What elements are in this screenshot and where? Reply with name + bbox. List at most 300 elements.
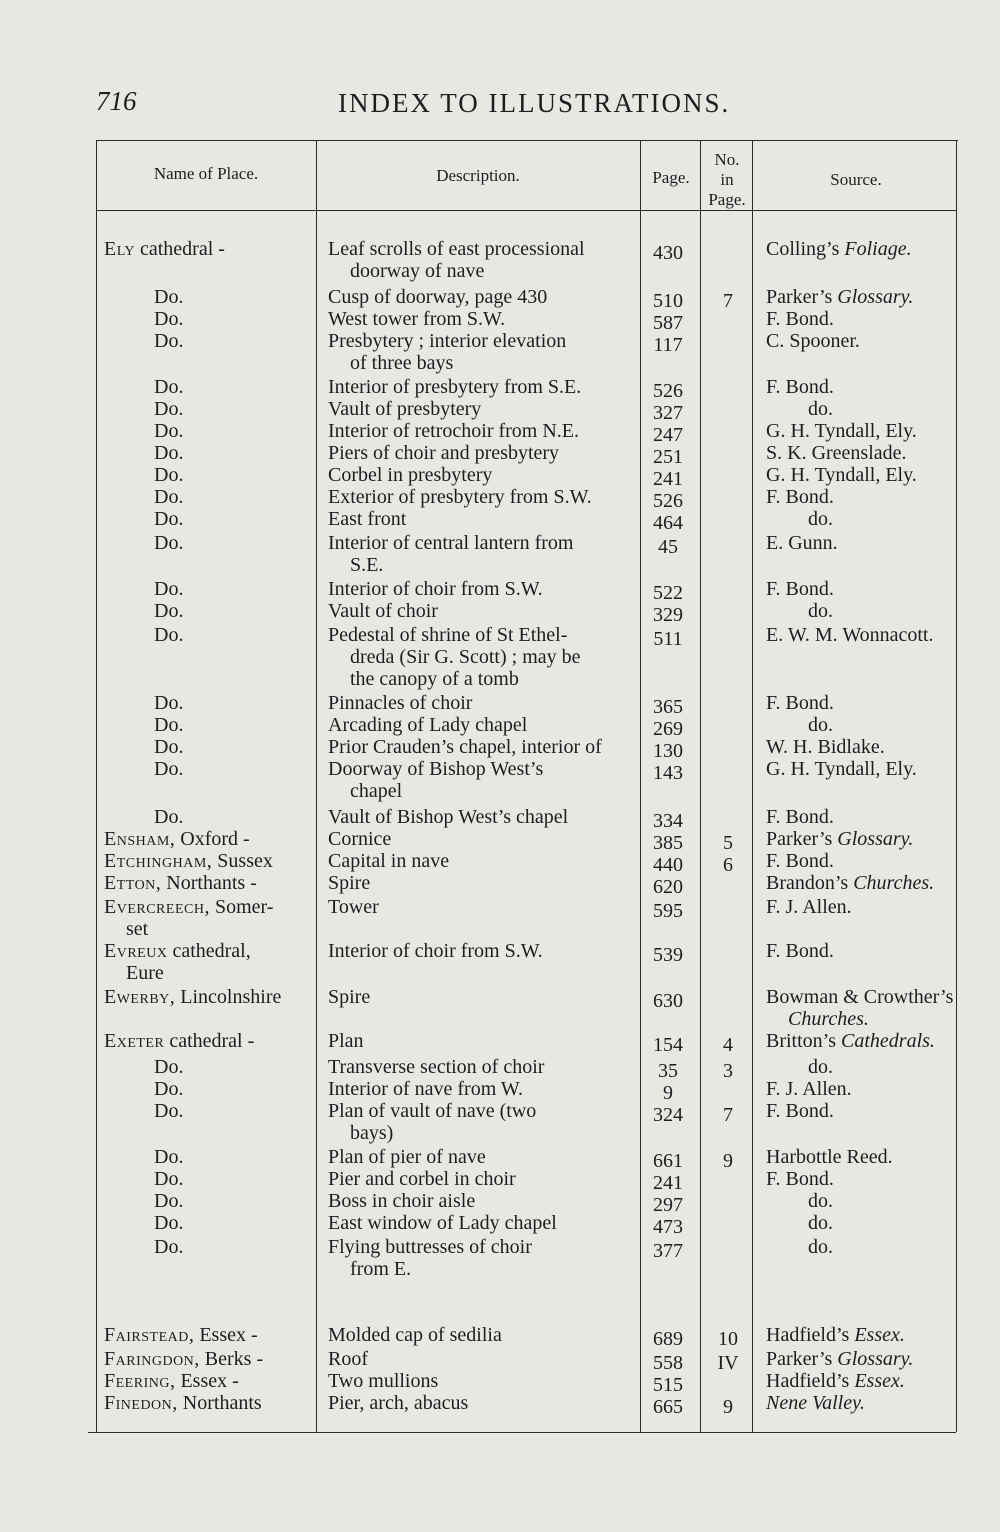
description-cell — [328, 532, 628, 576]
source-cell — [766, 1392, 956, 1414]
source-text: Parker’s — [766, 828, 838, 850]
source-italic: Cathedrals. — [841, 1030, 935, 1052]
page-number-cell: 522 — [653, 582, 683, 604]
description-cell — [328, 1190, 628, 1212]
page-number-cell: 385 — [653, 832, 683, 854]
place-ditto: Do. — [154, 508, 184, 530]
description-cell — [328, 1168, 628, 1190]
page-number-cell: 630 — [653, 990, 683, 1012]
place-name-rest: Somer- — [209, 896, 274, 918]
source-text: E. Gunn. — [766, 532, 838, 554]
description-text: Roof — [328, 1348, 368, 1370]
description-cell — [328, 736, 628, 758]
source-text: Parker’s — [766, 286, 838, 308]
page-number-cell: 689 — [653, 1328, 683, 1350]
source-cell — [766, 940, 956, 962]
source-cell — [766, 1100, 956, 1122]
description-cell — [328, 600, 628, 622]
source-italic: Churches. — [853, 872, 935, 894]
place-name-rest: cathedral, — [167, 940, 251, 962]
place-name — [104, 1030, 304, 1052]
place-name-smallcaps: Exeter — [104, 1030, 165, 1052]
description-text: Vault of choir — [328, 600, 438, 622]
description-text: Arcading of Lady chapel — [328, 714, 528, 736]
place-name — [104, 986, 304, 1008]
page-number-cell: 251 — [653, 446, 683, 468]
description-text: Flying buttresses of choir — [328, 1236, 532, 1258]
source-text: E. W. M. Wonnacott. — [766, 624, 934, 646]
place-name — [104, 828, 304, 850]
place-name-smallcaps: Etton, — [104, 872, 162, 894]
source-cell — [766, 736, 956, 758]
source-cell — [808, 1236, 998, 1258]
description-cell — [328, 486, 628, 508]
description-continuation: dreda (Sir G. Scott) ; may be — [350, 646, 581, 668]
source-text: do. — [808, 600, 833, 622]
place-name-smallcaps: Fairstead, — [104, 1324, 195, 1346]
description-text: East front — [328, 508, 407, 530]
place-ditto: Do. — [154, 1146, 184, 1168]
source-cell — [766, 330, 956, 352]
no-in-page-cell: 10 — [718, 1328, 738, 1350]
place-name-continuation: set — [126, 918, 149, 940]
place-name — [104, 238, 304, 260]
page-number-cell: 526 — [653, 490, 683, 512]
source-cell — [766, 758, 956, 780]
description-cell — [328, 624, 628, 690]
description-cell — [328, 940, 628, 962]
source-cell — [766, 1146, 956, 1168]
place-ditto: Do. — [154, 486, 184, 508]
description-text: Interior of central lantern from — [328, 532, 574, 554]
source-cell — [766, 624, 956, 646]
place-name-rest: Sussex — [212, 850, 273, 872]
place-ditto: Do. — [154, 736, 184, 758]
description-text: Cusp of doorway, page 430 — [328, 286, 548, 308]
source-cell — [808, 600, 998, 622]
description-cell — [328, 714, 628, 736]
description-text: Leaf scrolls of east processional — [328, 238, 585, 260]
description-text: Molded cap of sedilia — [328, 1324, 502, 1346]
description-text: Spire — [328, 872, 371, 894]
source-text: Britton’s — [766, 1030, 842, 1052]
place-name-rest: Berks - — [199, 1348, 264, 1370]
source-text: Hadfield’s — [766, 1370, 855, 1392]
description-cell — [328, 1056, 628, 1078]
place-ditto: Do. — [154, 692, 184, 714]
source-text: do. — [808, 1212, 833, 1234]
place-ditto: Do. — [154, 286, 184, 308]
place-name-rest: cathedral - — [164, 1030, 255, 1052]
header-rule — [96, 210, 956, 211]
place-name-smallcaps: Evercreech, — [104, 896, 210, 918]
source-text: Brandon’s — [766, 872, 854, 894]
source-text: do. — [808, 1190, 833, 1212]
description-cell — [328, 1370, 628, 1392]
source-italic: Essex. — [854, 1324, 905, 1346]
description-text: Exterior of presbytery from S.W. — [328, 486, 592, 508]
column-rule — [96, 140, 97, 1432]
description-text: Pier, arch, abacus — [328, 1392, 469, 1414]
description-cell — [328, 398, 628, 420]
description-text: Interior of retrochoir from N.E. — [328, 420, 580, 442]
page-number-cell: 130 — [653, 740, 683, 762]
place-name — [104, 1324, 304, 1346]
page-number-cell: 526 — [653, 380, 683, 402]
column-rule — [752, 140, 753, 1432]
description-cell — [328, 442, 628, 464]
page-number-cell: 510 — [653, 290, 683, 312]
source-text: F. Bond. — [766, 940, 834, 962]
place-ditto: Do. — [154, 308, 184, 330]
column-header-description: Description. — [436, 166, 520, 185]
description-text: Presbytery ; interior elevation — [328, 330, 567, 352]
description-text: Two mullions — [328, 1370, 439, 1392]
source-italic: Glossary. — [837, 1348, 914, 1370]
page-number-cell: 430 — [653, 242, 683, 264]
source-text: do. — [808, 1056, 833, 1078]
no-in-page-cell: IV — [717, 1352, 739, 1374]
description-text: Cornice — [328, 828, 392, 850]
page-number-cell: 620 — [653, 876, 683, 898]
source-cell — [766, 828, 956, 850]
source-cell — [766, 308, 956, 330]
place-name-smallcaps: Finedon, — [104, 1392, 178, 1414]
column-rule — [700, 140, 701, 1432]
no-in-page-cell: 9 — [723, 1150, 733, 1172]
page-number-cell: 297 — [653, 1194, 683, 1216]
source-text: W. H. Bidlake. — [766, 736, 885, 758]
description-cell — [328, 1324, 628, 1346]
column-header-in-line: in — [720, 170, 734, 189]
source-italic: Foliage. — [844, 238, 912, 260]
source-text: F. Bond. — [766, 1168, 834, 1190]
place-ditto: Do. — [154, 330, 184, 352]
description-cell — [328, 508, 628, 530]
no-in-page-cell: 5 — [723, 832, 733, 854]
place-name-rest: Oxford - — [175, 828, 250, 850]
source-text: do. — [808, 508, 833, 530]
source-text: Harbottle Reed. — [766, 1146, 893, 1168]
description-cell — [328, 1212, 628, 1234]
page-number-cell: 324 — [653, 1104, 683, 1126]
source-text: F. J. Allen. — [766, 896, 852, 918]
source-cell — [766, 1168, 956, 1190]
description-cell — [328, 1392, 628, 1414]
source-continuation: Churches. — [788, 1008, 869, 1030]
place-ditto: Do. — [154, 532, 184, 554]
description-cell — [328, 872, 628, 894]
place-name-rest: Northants - — [161, 872, 257, 894]
place-name-rest: Lincolnshire — [175, 986, 282, 1008]
description-cell — [328, 308, 628, 330]
description-text: Plan of vault of nave (two — [328, 1100, 537, 1122]
place-name — [104, 850, 304, 872]
description-text: Capital in nave — [328, 850, 450, 872]
description-text: Vault of Bishop West’s chapel — [328, 806, 569, 828]
source-text: do. — [808, 714, 833, 736]
column-header-page: Page. — [652, 168, 690, 187]
source-cell — [766, 986, 956, 1030]
place-ditto: Do. — [154, 714, 184, 736]
table-top-rule — [96, 140, 958, 141]
source-cell — [766, 238, 956, 260]
column-header-place: Name of Place. — [153, 164, 259, 183]
place-ditto: Do. — [154, 376, 184, 398]
description-cell — [328, 1030, 628, 1052]
place-name-smallcaps: Ensham, — [104, 828, 176, 850]
place-ditto: Do. — [154, 398, 184, 420]
source-text: F. Bond. — [766, 1100, 834, 1122]
description-text: West tower from S.W. — [328, 308, 506, 330]
description-cell — [328, 376, 628, 398]
source-cell — [766, 532, 956, 554]
place-name — [104, 1370, 304, 1392]
source-text: F. Bond. — [766, 692, 834, 714]
column-header-source: Source. — [830, 170, 882, 189]
description-cell — [328, 464, 628, 486]
no-in-page-cell: 7 — [723, 290, 733, 312]
column-rule — [316, 140, 317, 1432]
description-text: Pedestal of shrine of St Ethel- — [328, 624, 568, 646]
description-text: Interior of choir from S.W. — [328, 578, 543, 600]
place-ditto: Do. — [154, 1056, 184, 1078]
description-text: Tower — [328, 896, 379, 918]
description-continuation: S.E. — [350, 554, 384, 576]
place-ditto: Do. — [154, 1100, 184, 1122]
description-cell — [328, 850, 628, 872]
source-text: Parker’s — [766, 1348, 838, 1370]
page-number-cell: 9 — [663, 1082, 673, 1104]
place-ditto: Do. — [154, 806, 184, 828]
page-number-cell: 464 — [653, 512, 683, 534]
place-name-smallcaps: Ely — [104, 238, 135, 260]
page-number-cell: 515 — [653, 1374, 683, 1396]
description-cell — [328, 238, 628, 282]
source-text: C. Spooner. — [766, 330, 860, 352]
page-number-cell: 377 — [653, 1240, 683, 1262]
source-cell — [766, 420, 956, 442]
description-text: Doorway of Bishop West’s — [328, 758, 544, 780]
column-header-page-line: Page. — [708, 190, 746, 209]
description-cell — [328, 1100, 628, 1144]
source-cell — [808, 1190, 998, 1212]
no-in-page-cell: 3 — [723, 1060, 733, 1082]
source-text: Colling’s — [766, 238, 845, 260]
description-text: Corbel in presbytery — [328, 464, 493, 486]
source-text: F. Bond. — [766, 850, 834, 872]
source-text: S. K. Greenslade. — [766, 442, 907, 464]
source-cell — [766, 286, 956, 308]
place-ditto: Do. — [154, 464, 184, 486]
table-bottom-rule — [88, 1432, 956, 1433]
source-cell — [766, 692, 956, 714]
description-cell — [328, 1236, 628, 1280]
page-number-cell: 154 — [653, 1034, 683, 1056]
description-text: Interior of presbytery from S.E. — [328, 376, 582, 398]
page-number-cell: 329 — [653, 604, 683, 626]
source-text: F. Bond. — [766, 806, 834, 828]
page-number-cell: 35 — [658, 1060, 678, 1082]
no-in-page-cell: 6 — [723, 854, 733, 876]
no-in-page-cell: 9 — [723, 1396, 733, 1418]
source-cell — [766, 850, 956, 872]
place-name-continuation: Eure — [126, 962, 164, 984]
place-name — [104, 940, 304, 984]
place-name — [104, 1348, 304, 1370]
place-name-smallcaps: Etchingham, — [104, 850, 213, 872]
description-text: Transverse section of choir — [328, 1056, 545, 1078]
description-text: Boss in choir aisle — [328, 1190, 476, 1212]
place-name-smallcaps: Ewerby, — [104, 986, 176, 1008]
description-text: Prior Crauden’s chapel, interior of — [328, 736, 602, 758]
description-cell — [328, 1078, 628, 1100]
description-text: Plan — [328, 1030, 364, 1052]
page-number-cell: 511 — [653, 628, 683, 650]
source-cell — [766, 464, 956, 486]
source-cell — [766, 442, 956, 464]
description-cell — [328, 420, 628, 442]
place-name-rest: Essex - — [194, 1324, 258, 1346]
description-continuation: from E. — [350, 1258, 412, 1280]
page-number-cell: 587 — [653, 312, 683, 334]
source-text: G. H. Tyndall, Ely. — [766, 464, 917, 486]
page-number-cell: 539 — [653, 944, 683, 966]
source-italic: Glossary. — [837, 286, 914, 308]
description-continuation: the canopy of a tomb — [350, 668, 519, 690]
place-name — [104, 1392, 304, 1414]
place-ditto: Do. — [154, 1236, 184, 1258]
description-cell — [328, 1348, 628, 1370]
page-number-cell: 327 — [653, 402, 683, 424]
description-cell — [328, 806, 628, 828]
description-text: Interior of nave from W. — [328, 1078, 523, 1100]
place-ditto: Do. — [154, 578, 184, 600]
source-cell — [766, 1030, 956, 1052]
description-text: East window of Lady chapel — [328, 1212, 557, 1234]
description-cell — [328, 896, 628, 918]
source-cell — [808, 714, 998, 736]
source-text: do. — [808, 1236, 833, 1258]
source-cell — [766, 1348, 956, 1370]
running-head: INDEX TO ILLUSTRATIONS. — [338, 88, 731, 118]
page-number-cell: 269 — [653, 718, 683, 740]
place-ditto: Do. — [154, 758, 184, 780]
description-text: Interior of choir from S.W. — [328, 940, 543, 962]
source-cell — [766, 376, 956, 398]
source-cell — [766, 486, 956, 508]
source-text: F. J. Allen. — [766, 1078, 852, 1100]
place-ditto: Do. — [154, 1190, 184, 1212]
page-number-cell: 334 — [653, 810, 683, 832]
place-ditto: Do. — [154, 1168, 184, 1190]
place-name-smallcaps: Feering, — [104, 1370, 176, 1392]
description-text: Piers of choir and presbytery — [328, 442, 560, 464]
page-number-cell: 241 — [653, 468, 683, 490]
page-number-cell: 143 — [653, 762, 683, 784]
source-text: do. — [808, 398, 833, 420]
source-cell — [808, 1212, 998, 1234]
source-cell — [766, 896, 956, 918]
source-cell — [808, 398, 998, 420]
source-text: G. H. Tyndall, Ely. — [766, 420, 917, 442]
page-number-cell: 440 — [653, 854, 683, 876]
page-number-cell: 241 — [653, 1172, 683, 1194]
description-cell — [328, 286, 628, 308]
place-ditto: Do. — [154, 1212, 184, 1234]
no-in-page-cell: 7 — [723, 1104, 733, 1126]
place-ditto: Do. — [154, 1078, 184, 1100]
place-ditto: Do. — [154, 600, 184, 622]
place-name — [104, 872, 304, 894]
source-cell — [766, 872, 956, 894]
source-italic: Essex. — [854, 1370, 905, 1392]
source-cell — [766, 1324, 956, 1346]
place-ditto: Do. — [154, 442, 184, 464]
place-name-rest: Essex - — [175, 1370, 239, 1392]
source-italic: Glossary. — [837, 828, 914, 850]
page-number-cell: 595 — [653, 900, 683, 922]
source-cell — [766, 1370, 956, 1392]
source-text: G. H. Tyndall, Ely. — [766, 758, 917, 780]
description-continuation: bays) — [350, 1122, 394, 1144]
description-text: Pinnacles of choir — [328, 692, 473, 714]
source-text: Bowman & Crowther’s — [766, 986, 954, 1008]
page-number-cell: 45 — [658, 536, 678, 558]
description-cell — [328, 578, 628, 600]
source-cell — [766, 1078, 956, 1100]
column-header-no-in-page — [702, 150, 752, 210]
place-name-rest: Northants — [177, 1392, 262, 1414]
place-name-rest: cathedral - — [134, 238, 225, 260]
page-number-cell: 365 — [653, 696, 683, 718]
description-continuation: chapel — [350, 780, 403, 802]
column-header-no-line: No. — [714, 150, 740, 169]
description-continuation: doorway of nave — [350, 260, 485, 282]
page-number: 716 — [96, 86, 137, 116]
source-text: F. Bond. — [766, 308, 834, 330]
no-in-page-cell: 4 — [723, 1034, 733, 1056]
description-cell — [328, 758, 628, 802]
source-text: F. Bond. — [766, 578, 834, 600]
description-cell — [328, 828, 628, 850]
description-cell — [328, 330, 628, 374]
place-ditto: Do. — [154, 624, 184, 646]
source-italic: Nene Valley. — [766, 1392, 865, 1414]
place-ditto: Do. — [154, 420, 184, 442]
source-cell — [766, 578, 956, 600]
page-number-cell: 117 — [653, 334, 683, 356]
source-cell — [766, 806, 956, 828]
description-cell — [328, 986, 628, 1008]
description-text: Pier and corbel in choir — [328, 1168, 516, 1190]
source-text: Hadfield’s — [766, 1324, 855, 1346]
source-text: F. Bond. — [766, 486, 834, 508]
place-name-smallcaps: Evreux — [104, 940, 168, 962]
page-number-cell: 665 — [653, 1396, 683, 1418]
description-cell — [328, 1146, 628, 1168]
place-name-smallcaps: Faringdon, — [104, 1348, 200, 1370]
page-number-cell: 661 — [653, 1150, 683, 1172]
source-cell — [808, 508, 998, 530]
place-name — [104, 896, 304, 940]
description-text: Plan of pier of nave — [328, 1146, 486, 1168]
description-text: Spire — [328, 986, 371, 1008]
source-cell — [808, 1056, 998, 1078]
description-text: Vault of presbytery — [328, 398, 482, 420]
page-number-cell: 558 — [653, 1352, 683, 1374]
description-cell — [328, 692, 628, 714]
